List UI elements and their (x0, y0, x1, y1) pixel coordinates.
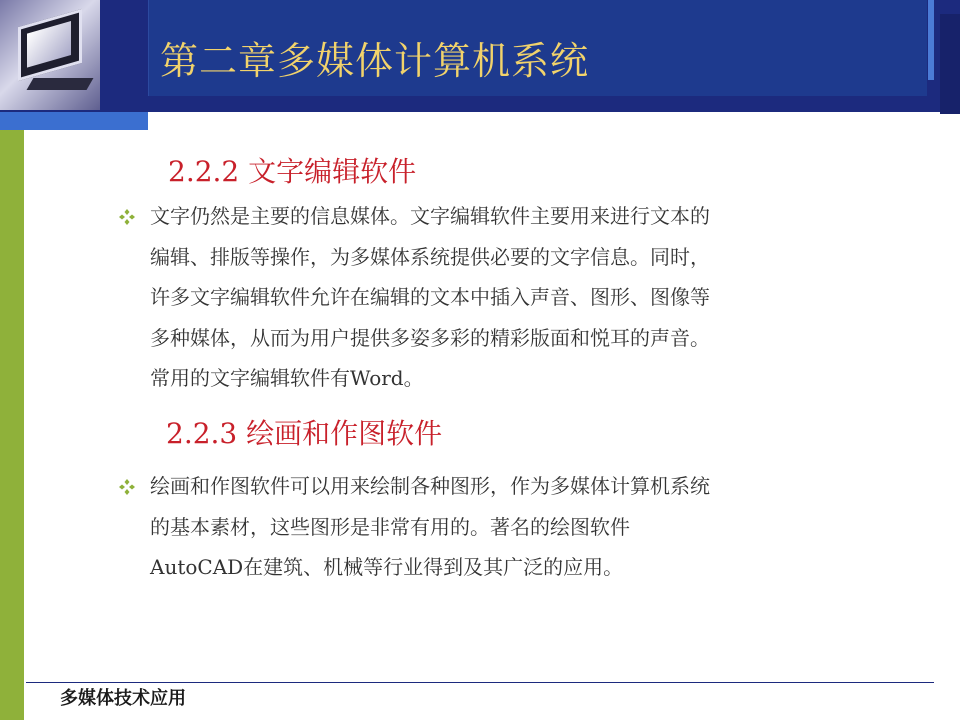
slide-title: 第二章多媒体计算机系统 (160, 39, 590, 83)
footer-divider (26, 682, 934, 683)
header-accent-block (940, 14, 960, 114)
section-heading-2-2-2: 2.2.2 文字编辑软件 (168, 155, 417, 188)
bullet-item (118, 466, 838, 591)
footer-course-name: 多媒体技术应用 (60, 688, 186, 709)
section-heading-2-2-3: 2.2.3 绘画和作图软件 (166, 417, 443, 450)
bullet-item (118, 196, 838, 401)
diamond-bullet-icon (118, 478, 136, 496)
green-side-bar (0, 130, 24, 720)
blue-accent-strip (0, 112, 148, 130)
diamond-bullet-icon (118, 208, 136, 226)
computer-monitor-icon (0, 0, 100, 110)
bullet-text: 文字仍然是主要的信息媒体。文字编辑软件主要用来进行文本的 编辑、排版等操作，为多媒体系统提供必要的文字信息。同时， 许多文字编辑软件允许在编辑的文本中插入声音、图形、图像等 多种媒体，从而为用户提供多姿多彩的精彩版面和悦耳的声音。 常用的文字编辑软件有Word。 (150, 204, 710, 390)
bullet-text: 绘画和作图软件可以用来绘制各种图形，作为多媒体计算机系统 的基本素材，这些图形是非常有用的。著名的绘图软件 AutoCAD在建筑、机械等行业得到及其广泛的应用。 (150, 474, 710, 579)
header-accent-line (928, 0, 934, 80)
